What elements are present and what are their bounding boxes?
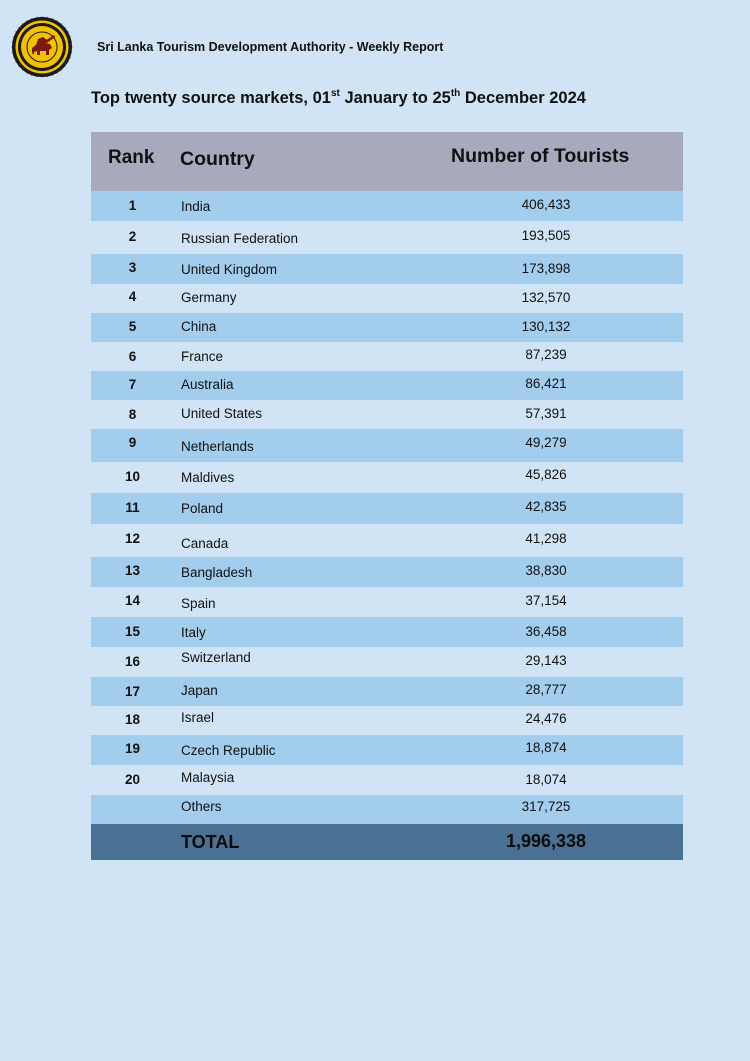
row-country: Australia <box>181 377 234 392</box>
table-row <box>91 647 683 677</box>
report-title <box>91 89 586 108</box>
row-tourists: 24,476 <box>525 711 567 726</box>
table-row <box>91 191 683 221</box>
row-rank: 5 <box>128 319 137 334</box>
row-country: Maldives <box>181 470 235 485</box>
row-country: India <box>181 199 211 214</box>
row-rank: 12 <box>124 531 141 546</box>
report-title-sup-th: th <box>450 88 461 99</box>
total-label: TOTAL <box>181 832 240 852</box>
report-title-sup-st: st <box>330 88 340 99</box>
row-country: Germany <box>181 290 237 305</box>
row-tourists: 18,074 <box>525 772 567 787</box>
row-rank: 14 <box>124 593 141 608</box>
table-body <box>91 191 683 824</box>
table-row <box>91 493 683 524</box>
report-title-suffix: December 2024 <box>460 89 586 107</box>
row-tourists: 42,835 <box>525 499 567 514</box>
row-rank: 16 <box>124 654 141 669</box>
row-tourists: 37,154 <box>525 593 567 608</box>
row-country: Netherlands <box>181 439 254 454</box>
row-rank: 18 <box>124 712 141 727</box>
table-row <box>91 795 683 824</box>
table-row <box>91 371 683 400</box>
row-tourists: 132,570 <box>521 290 571 305</box>
row-country: Spain <box>181 596 216 611</box>
row-tourists: 45,826 <box>525 467 567 482</box>
table-row <box>91 587 683 617</box>
row-rank: 20 <box>124 772 141 787</box>
row-tourists: 406,433 <box>521 197 571 212</box>
row-country: Czech Republic <box>181 743 276 758</box>
row-country: France <box>181 349 224 364</box>
row-country: Bangladesh <box>181 565 253 580</box>
row-tourists: 18,874 <box>525 740 567 755</box>
row-tourists: 41,298 <box>525 531 567 546</box>
row-rank: 9 <box>128 435 137 450</box>
table-row <box>91 254 683 284</box>
table-row <box>91 221 683 254</box>
row-country: Israel <box>181 710 215 725</box>
row-tourists: 38,830 <box>525 563 567 578</box>
row-tourists: 173,898 <box>521 261 571 276</box>
row-tourists: 193,505 <box>521 228 571 243</box>
row-rank: 19 <box>124 741 141 756</box>
row-country: Japan <box>181 683 218 698</box>
row-rank: 10 <box>124 469 141 484</box>
table-row <box>91 617 683 647</box>
table-row <box>91 735 683 765</box>
table-header-row <box>91 132 683 191</box>
row-rank: 11 <box>125 500 140 515</box>
report-title-middle: January to 25 <box>339 89 451 107</box>
row-tourists: 36,458 <box>525 624 567 639</box>
row-rank: 15 <box>124 624 141 639</box>
row-country: Russian Federation <box>181 231 299 246</box>
row-rank: 4 <box>128 289 137 304</box>
table-row <box>91 342 683 371</box>
table-row <box>91 677 683 706</box>
column-header-country: Country <box>180 148 255 170</box>
row-tourists: 86,421 <box>525 376 567 391</box>
row-rank: 1 <box>128 198 137 213</box>
row-country: Poland <box>181 501 224 516</box>
table-row <box>91 557 683 587</box>
row-rank: 7 <box>128 377 137 392</box>
table-row <box>91 284 683 313</box>
column-header-rank: Rank <box>108 147 155 168</box>
table-row <box>91 462 683 493</box>
row-tourists: 57,391 <box>525 406 567 421</box>
table-row <box>91 429 683 462</box>
row-rank: 17 <box>124 684 141 699</box>
row-country: Canada <box>181 536 229 551</box>
report-title-prefix: Top twenty source markets, 01 <box>91 89 331 107</box>
row-rank: 3 <box>128 260 137 275</box>
row-country: Others <box>181 799 222 814</box>
table-row <box>91 400 683 429</box>
row-country: United States <box>181 406 263 421</box>
row-rank: 13 <box>124 563 141 578</box>
sri-lanka-lion-emblem-icon <box>11 16 73 78</box>
table-row <box>91 313 683 342</box>
row-country: Italy <box>181 625 206 640</box>
total-row <box>91 824 683 860</box>
table-row <box>91 765 683 795</box>
column-header-tourists: Number of Tourists <box>451 145 630 167</box>
row-tourists: 29,143 <box>525 653 567 668</box>
row-rank: 6 <box>128 349 137 364</box>
row-country: China <box>181 319 217 334</box>
table-row <box>91 524 683 557</box>
source-markets-table <box>91 132 683 860</box>
row-tourists: 317,725 <box>521 799 571 814</box>
total-tourists: 1,996,338 <box>505 831 587 851</box>
row-country: United Kingdom <box>181 262 278 277</box>
table-row <box>91 706 683 735</box>
organization-name: Sri Lanka Tourism Development Authority - Weekly Report <box>97 40 444 54</box>
row-tourists: 28,777 <box>525 682 567 697</box>
row-rank: 2 <box>128 229 137 244</box>
row-tourists: 87,239 <box>525 347 567 362</box>
row-rank: 8 <box>128 407 137 422</box>
row-tourists: 49,279 <box>525 435 567 450</box>
row-country: Malaysia <box>181 770 235 785</box>
row-tourists: 130,132 <box>521 319 571 334</box>
row-country: Switzerland <box>181 650 251 665</box>
